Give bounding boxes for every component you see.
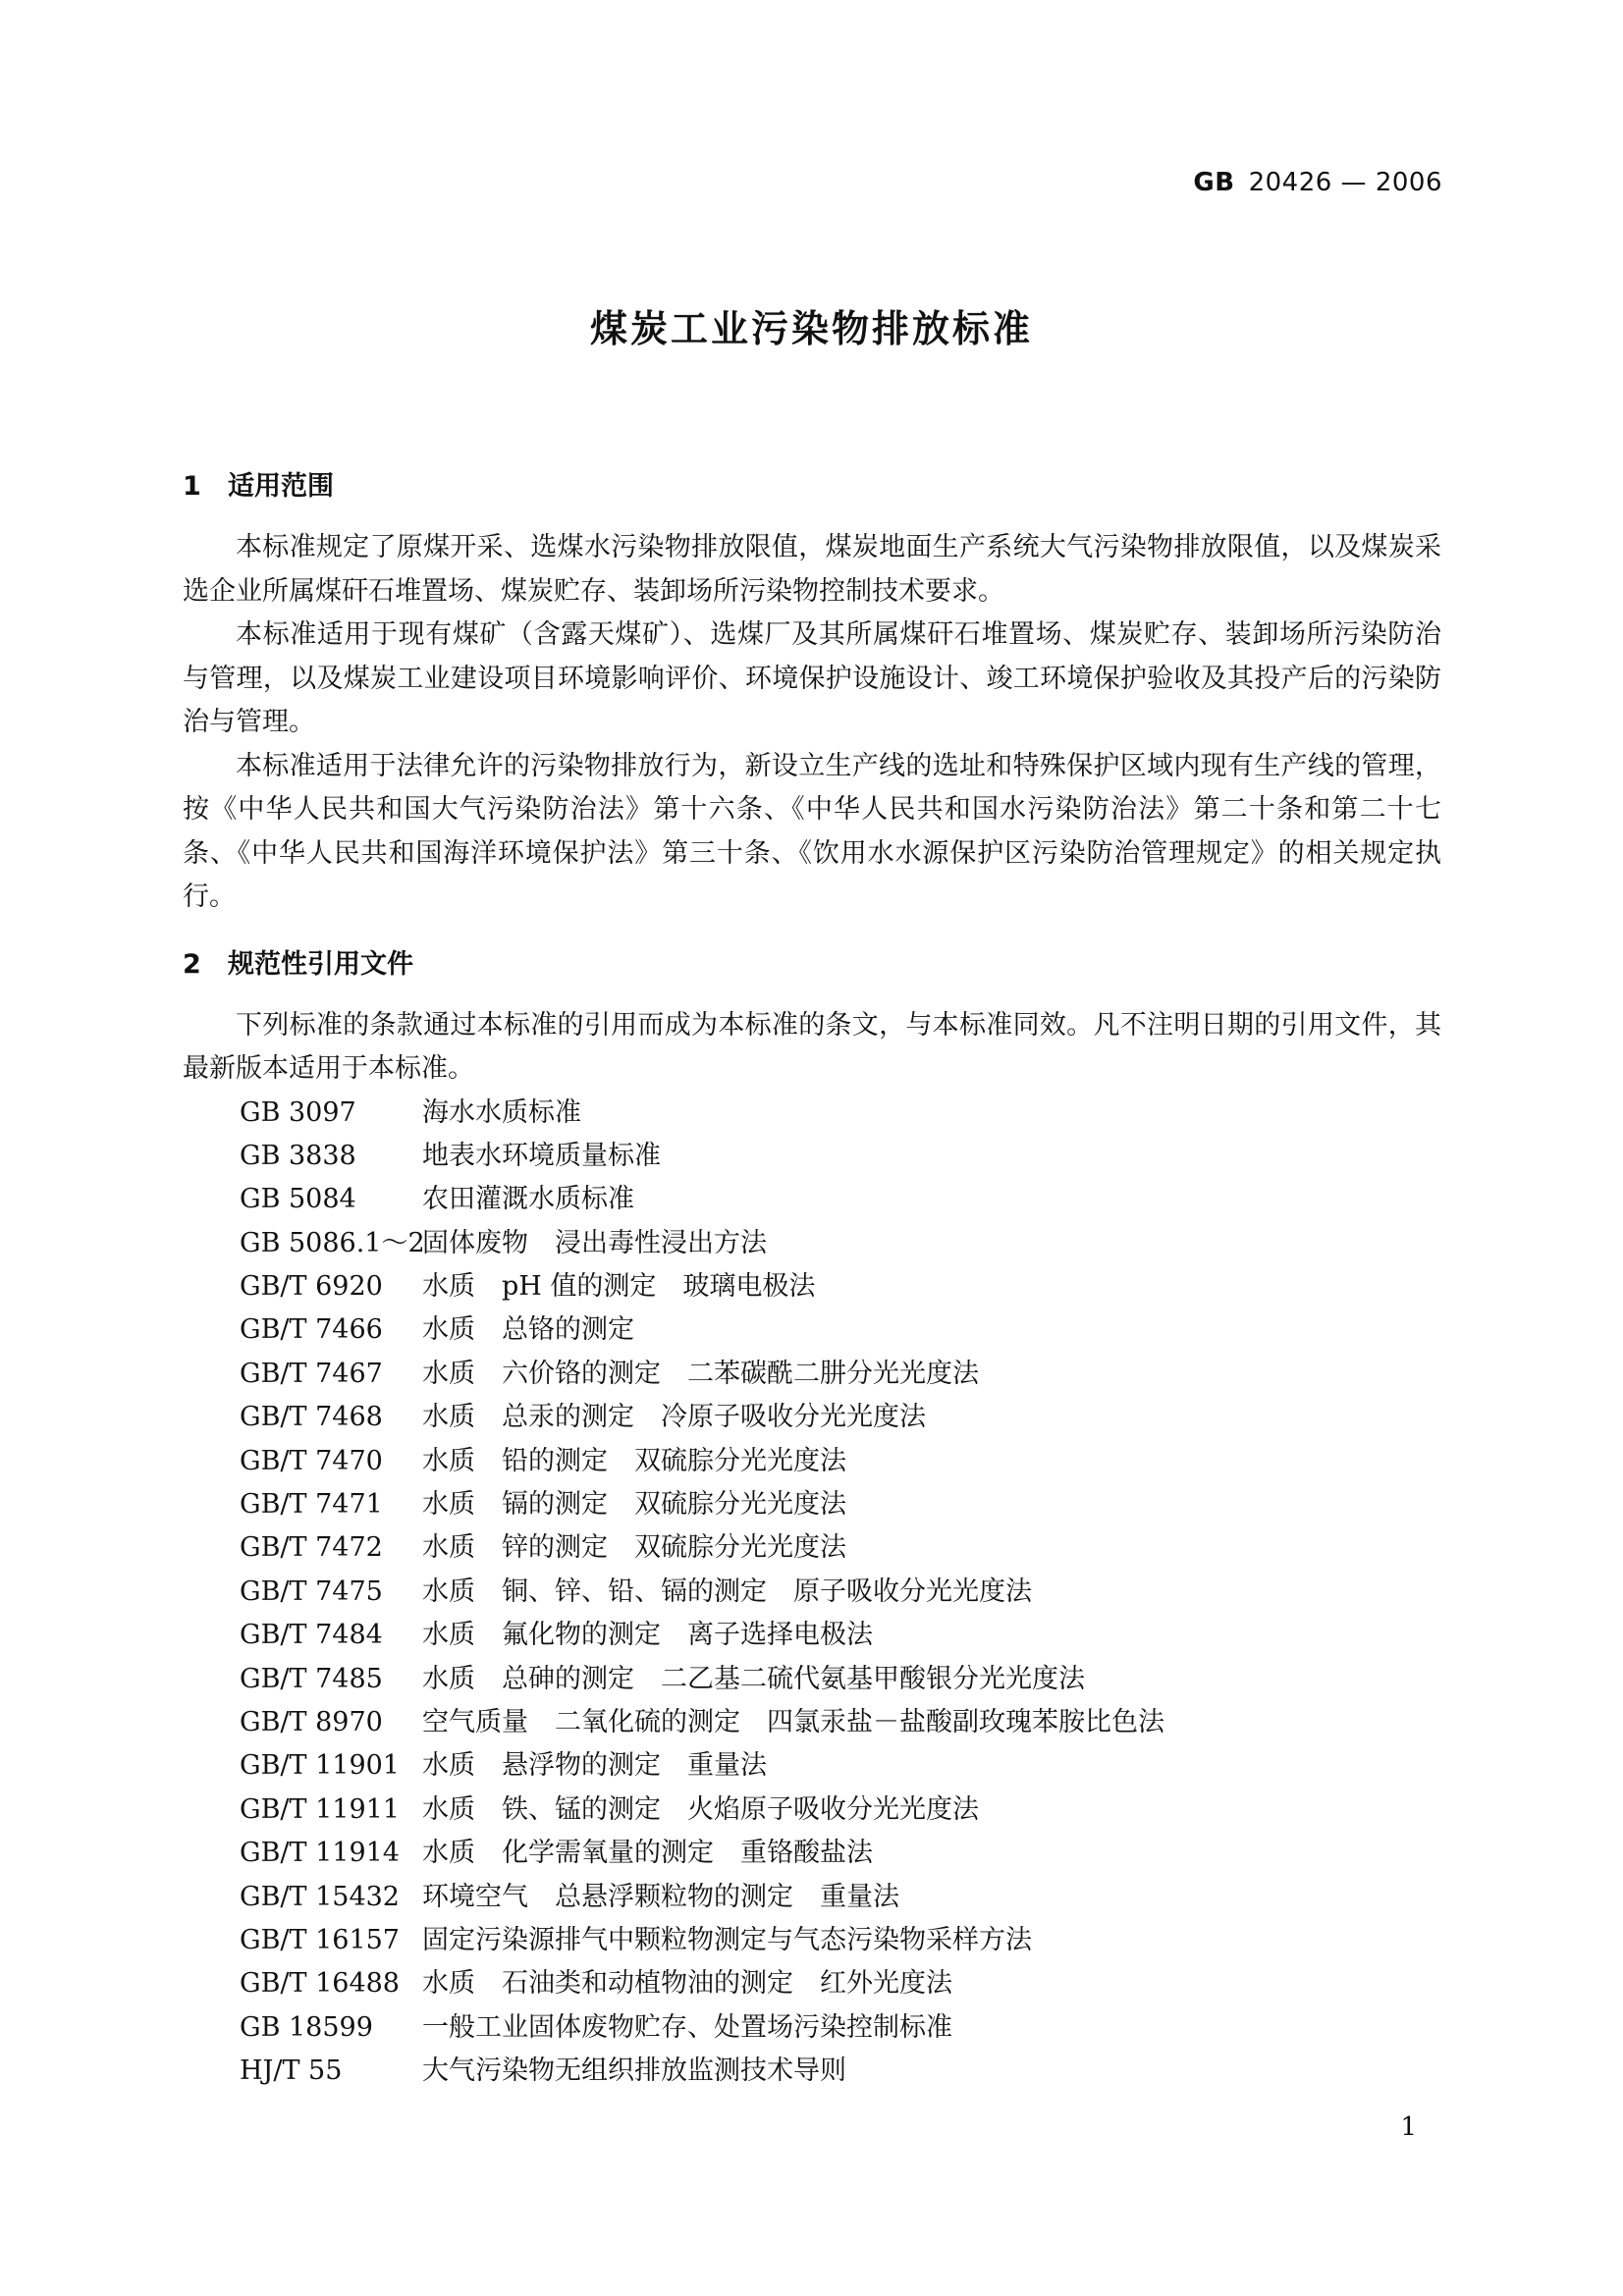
- reference-name: 环境空气 总悬浮颗粒物的测定 重量法: [422, 1881, 899, 1912]
- reference-name: 水质 锌的测定 双硫腙分光光度法: [422, 1532, 846, 1564]
- reference-code: GB/T 7472: [240, 1532, 383, 1564]
- reference-name: 水质 化学需氧量的测定 重铬酸盐法: [422, 1838, 873, 1869]
- reference-name: 大气污染物无组织排放监测技术导则: [422, 2056, 846, 2087]
- document-body: [183, 465, 1441, 2093]
- reference-code: GB/T 7485: [240, 1663, 383, 1694]
- reference-row: [240, 1744, 1441, 1788]
- reference-code: HJ/T 55: [240, 2056, 343, 2087]
- reference-code: GB/T 7467: [240, 1358, 383, 1389]
- reference-name: 水质 氟化物的测定 离子选择电极法: [422, 1620, 873, 1651]
- reference-name: 一般工业固体废物贮存、处置场污染控制标准: [422, 2011, 952, 2043]
- section-title: 适用范围: [228, 471, 334, 502]
- reference-row: [240, 1353, 1441, 1396]
- reference-row: [240, 1265, 1441, 1308]
- reference-name: 空气质量 二氧化硫的测定 四氯汞盐－盐酸副玫瑰苯胺比色法: [422, 1706, 1164, 1737]
- page-number: 1: [1400, 2112, 1417, 2142]
- reference-row: [240, 1308, 1441, 1352]
- reference-name: 水质 镉的测定 双硫腙分光光度法: [422, 1489, 846, 1521]
- section-heading-2: [183, 943, 1441, 987]
- reference-name: 水质 铜、锌、铅、镉的测定 原子吸收分光光度法: [422, 1575, 1032, 1607]
- reference-row: [240, 2006, 1441, 2050]
- document-title: 煤炭工业污染物排放标准: [589, 307, 1033, 350]
- reference-name: 固体废物 浸出毒性浸出方法: [422, 1227, 767, 1258]
- reference-name: 水质 铅的测定 双硫腙分光光度法: [422, 1445, 846, 1476]
- reference-row: [240, 1222, 1441, 1265]
- reference-code: GB/T 7484: [240, 1620, 383, 1651]
- reference-code: GB 3097: [240, 1096, 356, 1128]
- paragraph: 下列标准的条款通过本标准的引用而成为本标准的条文，与本标准同效。凡不注明日期的引用文件，其最新版本适用于本标准。: [183, 1009, 1441, 1084]
- reference-list: [240, 1092, 1441, 2094]
- reference-code: GB/T 6920: [240, 1271, 383, 1303]
- reference-name: 水质 总砷的测定 二乙基二硫代氨基甲酸银分光光度法: [422, 1663, 1085, 1694]
- reference-code: GB/T 16157: [240, 1924, 400, 1955]
- reference-code: GB/T 8970: [240, 1706, 383, 1737]
- reference-row: [240, 1789, 1441, 1832]
- reference-code: GB/T 7475: [240, 1575, 383, 1607]
- reference-name: 水质 石油类和动植物油的测定 红外光度法: [422, 1968, 952, 2000]
- reference-row: [240, 1832, 1441, 1875]
- reference-row: [240, 1571, 1441, 1614]
- paragraph: 本标准适用于法律允许的污染物排放行为，新设立生产线的选址和特殊保护区域内现有生产线的管理，按《中华人民共和国大气污染防治法》第十六条、《中华人民共和国水污染防治法》第二十条和第二十七条、《中华人民共和国海洋环境保护法》第三十条、《饮用水水源保护区污染防治管理规定》的相关规定执行。: [183, 750, 1441, 912]
- reference-code: GB 3838: [240, 1140, 356, 1171]
- reference-row: [240, 1701, 1441, 1744]
- section-heading-1: [183, 465, 1441, 508]
- reference-row: [240, 1440, 1441, 1483]
- reference-code: GB/T 7468: [240, 1402, 383, 1433]
- reference-row: [240, 1135, 1441, 1178]
- reference-code: GB/T 11911: [240, 1793, 400, 1825]
- reference-name: 农田灌溉水质标准: [422, 1184, 634, 1215]
- standard-prefix: GB: [1193, 168, 1235, 197]
- reference-row: [240, 1614, 1441, 1657]
- reference-row: [240, 1483, 1441, 1526]
- reference-name: 水质 六价铬的测定 二苯碳酰二肼分光光度法: [422, 1358, 979, 1389]
- section-number: 1: [183, 471, 201, 502]
- standard-number: 20426 — 2006: [1248, 168, 1442, 197]
- paragraph: 本标准规定了原煤开采、选煤水污染物排放限值，煤炭地面生产系统大气污染物排放限值，以及煤炭采选企业所属煤矸石堆置场、煤炭贮存、装卸场所污染物控制技术要求。: [183, 532, 1441, 607]
- reference-code: GB/T 11914: [240, 1838, 400, 1869]
- reference-code: GB/T 7471: [240, 1489, 383, 1521]
- reference-row: [240, 1658, 1441, 1701]
- reference-row: [240, 2050, 1441, 2093]
- reference-row: [240, 1396, 1441, 1439]
- section-title: 规范性引用文件: [228, 948, 413, 980]
- reference-code: GB/T 11901: [240, 1750, 400, 1782]
- reference-name: 地表水环境质量标准: [422, 1140, 661, 1171]
- reference-name: 水质 pH 值的测定 玻璃电极法: [422, 1271, 816, 1303]
- reference-code: GB 5086.1～2: [240, 1227, 425, 1258]
- reference-name: 水质 总汞的测定 冷原子吸收分光光度法: [422, 1402, 926, 1433]
- reference-code: GB/T 15432: [240, 1881, 400, 1912]
- reference-row: [240, 1962, 1441, 2005]
- reference-name: 固定污染源排气中颗粒物测定与气态污染物采样方法: [422, 1924, 1032, 1955]
- reference-name: 海水水质标准: [422, 1096, 581, 1128]
- reference-code: GB/T 7466: [240, 1314, 383, 1346]
- reference-name: 水质 铁、锰的测定 火焰原子吸收分光光度法: [422, 1793, 979, 1825]
- reference-name: 水质 总铬的测定: [422, 1314, 634, 1346]
- reference-name: 水质 悬浮物的测定 重量法: [422, 1750, 767, 1782]
- reference-row: [240, 1526, 1441, 1570]
- standard-code: [1193, 168, 1442, 197]
- paragraph: 本标准适用于现有煤矿（含露天煤矿）、选煤厂及其所属煤矸石堆置场、煤炭贮存、装卸场所污染防治与管理，以及煤炭工业建设项目环境影响评价、环境保护设施设计、竣工环境保护验收及其投产后的污染防治与管理。: [183, 619, 1441, 737]
- reference-code: GB/T 16488: [240, 1968, 400, 2000]
- reference-row: [240, 1092, 1441, 1135]
- section-number: 2: [183, 948, 201, 980]
- reference-code: GB 18599: [240, 2011, 373, 2043]
- reference-row: [240, 1876, 1441, 1919]
- reference-row: [240, 1178, 1441, 1221]
- reference-code: GB 5084: [240, 1184, 356, 1215]
- reference-code: GB/T 7470: [240, 1445, 383, 1476]
- reference-row: [240, 1919, 1441, 1962]
